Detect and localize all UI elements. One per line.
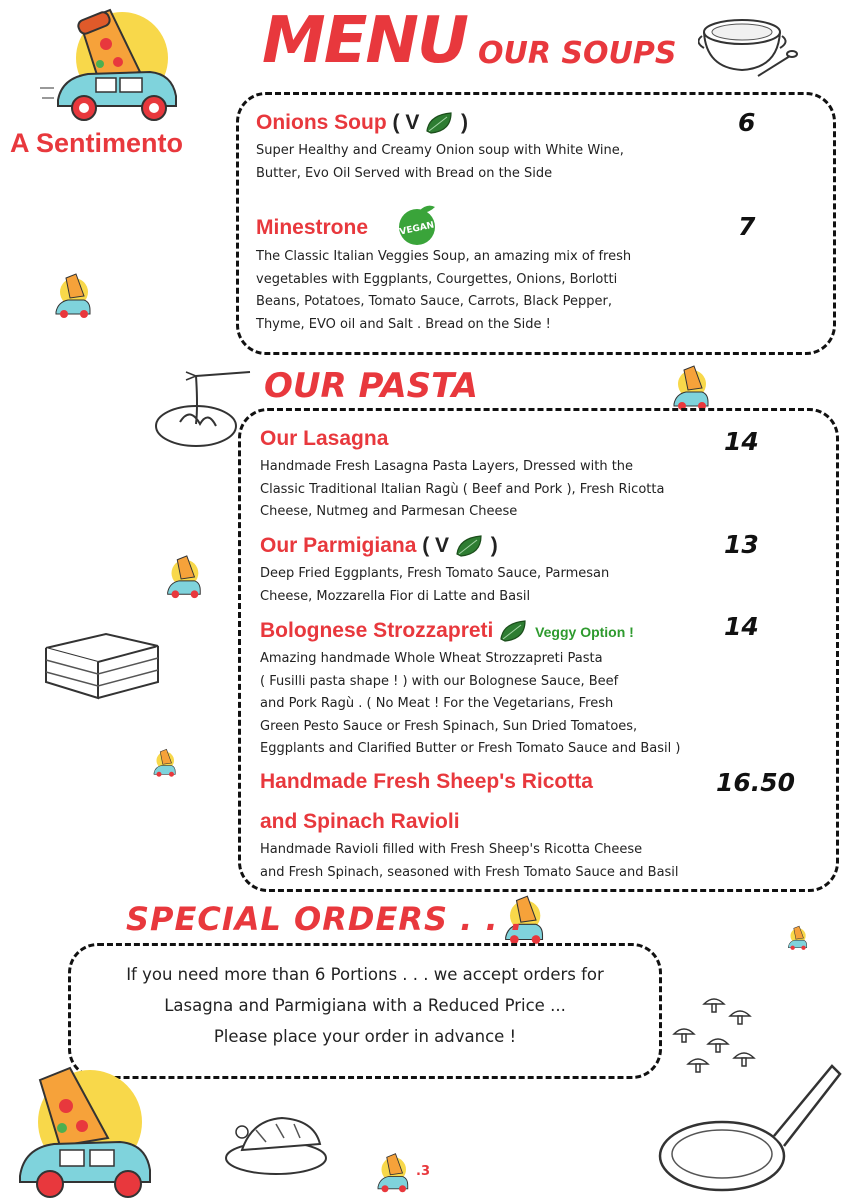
pasta-name: Our Lasagna bbox=[260, 427, 389, 450]
page-number: .3 bbox=[416, 1164, 430, 1179]
pizza-car-icon bbox=[664, 364, 716, 412]
special-orders-title: SPECIAL ORDERS . . . bbox=[126, 900, 524, 938]
pasta-description: Handmade Fresh Lasagna Pasta Layers, Dressed with the Classic Traditional Italian Ragù ( Beef and Pork ), Fresh Ricotta Cheese, Nutmeg and Parmesan Cheese bbox=[260, 459, 665, 519]
pizza-car-logo bbox=[0, 1066, 166, 1200]
pasta-description: Deep Fried Eggplants, Fresh Tomato Sauce, Parmesan Cheese, Mozzarella Fior di Latte and Basil bbox=[260, 566, 610, 604]
bread-board-icon bbox=[222, 1100, 332, 1178]
soup-price: 7 bbox=[738, 212, 756, 241]
pizza-car-icon bbox=[160, 552, 206, 602]
soup-name: Minestrone bbox=[256, 216, 369, 239]
soup-name: Onions Soup ( V ) bbox=[256, 111, 469, 134]
leaf-icon bbox=[425, 111, 455, 135]
pasta-description: Amazing handmade Whole Wheat Strozzapreti Pasta ( Fusilli pasta shape ! ) with our Bolognese Sauce, Beef and Pork Ragù . ( No Meat ! For the Vegetarians, Fresh Green Pesto Sauce or Fresh Spinach, Sun Dried Tomatoes, Eggplants and Clarified Butter or Fresh Tomato Sauce and Basil ) bbox=[260, 651, 681, 756]
pizza-car-icon bbox=[148, 748, 180, 778]
pasta-name: Handmade Fresh Sheep's Ricotta bbox=[260, 770, 593, 793]
menu-title: MENU bbox=[262, 4, 467, 78]
pasta-name: Our Parmigiana ( V ) bbox=[260, 534, 498, 557]
pasta-price: 13 bbox=[724, 530, 759, 559]
soup-description: Super Healthy and Creamy Onion soup with White Wine, Butter, Evo Oil Served with Bread on the Side bbox=[256, 143, 624, 181]
vegan-badge-icon bbox=[395, 203, 439, 247]
pasta-price: 16.50 bbox=[716, 768, 796, 797]
pasta-name: and Spinach Ravioli bbox=[260, 810, 460, 833]
pizza-car-icon bbox=[784, 924, 810, 952]
lasagna-icon bbox=[40, 628, 162, 708]
vegan-badge-text: VEGAN bbox=[398, 220, 436, 238]
veggy-option-label: Veggy Option ! bbox=[535, 624, 634, 640]
pasta-title: OUR PASTA bbox=[264, 366, 478, 406]
pizza-car-icon bbox=[370, 1152, 414, 1194]
pizza-car-icon bbox=[48, 272, 96, 320]
soup-price: 6 bbox=[738, 108, 756, 137]
pasta-name: Bolognese Strozzapreti Veggy Option ! bbox=[260, 619, 634, 642]
special-orders-text: If you need more than 6 Portions . . . we accept orders for Lasagna and Parmigiana with a Reduced Price ... Please place your order in advance ! bbox=[126, 965, 604, 1046]
leaf-icon bbox=[455, 534, 485, 558]
soup-description: The Classic Italian Veggies Soup, an amazing mix of fresh vegetables with Eggplants, Courgettes, Onions, Borlotti Beans, Potatoes, Tomato Sauce, Carrots, Black Pepper, Thyme, EVO oil and Salt . Bread on the Side ! bbox=[256, 249, 632, 332]
soup-bowl-icon bbox=[698, 6, 798, 92]
vegetarian-tag: ( V bbox=[422, 534, 450, 557]
frying-pan-icon bbox=[656, 1056, 842, 1196]
leaf-icon bbox=[499, 619, 529, 643]
vegetarian-tag: ( V bbox=[392, 111, 420, 134]
pasta-description: Handmade Ravioli filled with Fresh Sheep's Ricotta Cheese and Fresh Spinach, seasoned with Fresh Tomato Sauce and Basil bbox=[260, 842, 679, 880]
pasta-price: 14 bbox=[724, 612, 759, 641]
pasta-price: 14 bbox=[724, 427, 759, 456]
brand-name: A Sentimento bbox=[10, 128, 184, 158]
soups-title: OUR SOUPS bbox=[478, 36, 677, 71]
pizza-car-logo bbox=[40, 8, 190, 128]
